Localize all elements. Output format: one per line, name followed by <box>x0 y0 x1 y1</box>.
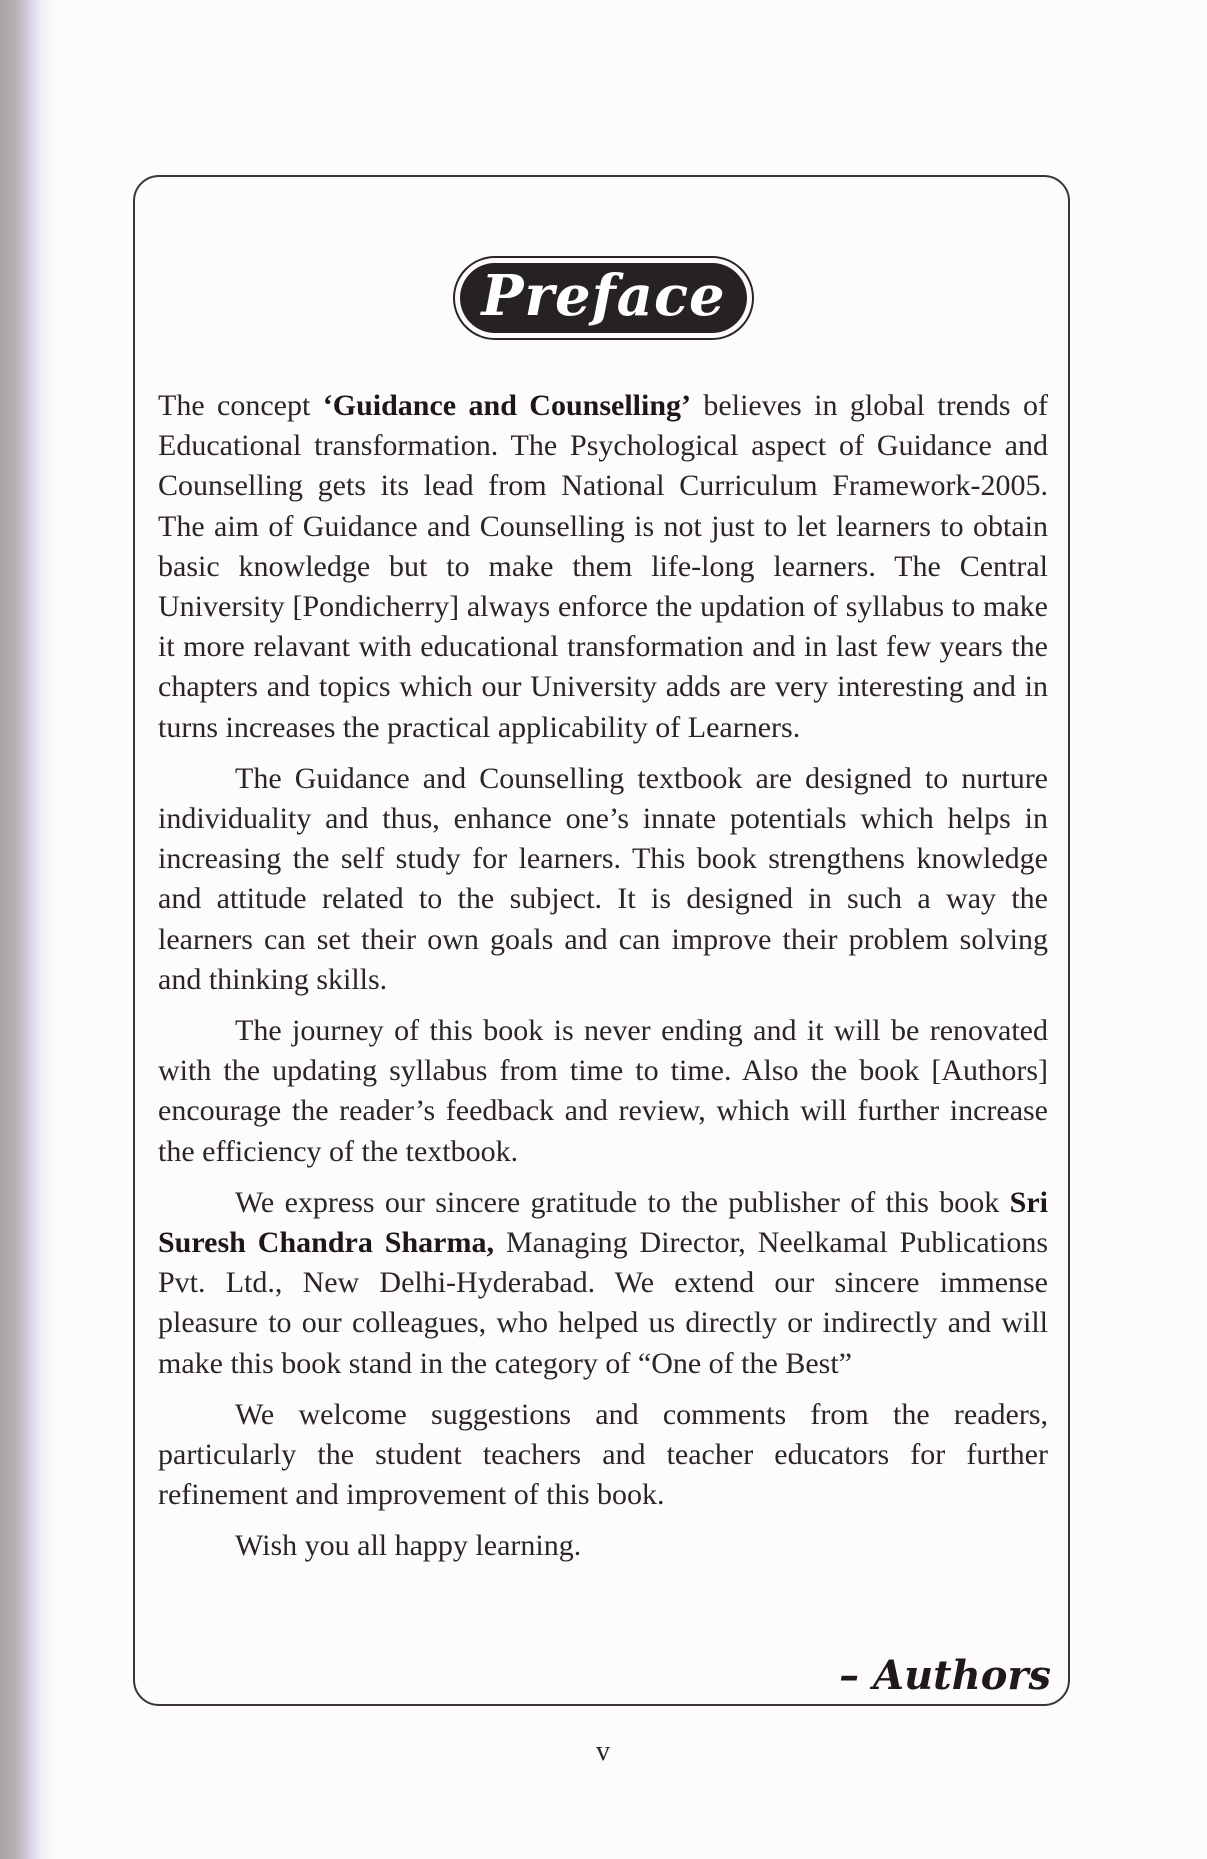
paragraph-4-publisher-name: Sri Suresh Chandra Sharma, <box>158 1185 1048 1260</box>
paragraph-4-text-cont: Managing Director, Neelkamal Publications Pvt. Ltd., New Delhi-Hyderabad. We extend our sincere immense pleasure to our colleagues, who helped us directly or indirectly and will make this book stand in the category of “One of the Best” <box>158 1226 1048 1380</box>
paragraph-1-text-cont: believes in global trends of Educational transformation. The Psychological aspect of Guidance and Counselling gets its lead from National Curriculum Framework-2005. The aim of Guidance and Counselling is not just to let learners to obtain basic knowledge but to make them life-long learners. The Central University [Pondicherry] always enforce the updation of syllabus to make it more relavant with educational transformation and in last few years the chapters and topics which our University adds are very interesting and in turns increases the practical applicability of Learners. <box>158 389 1049 744</box>
paragraph-2 <box>158 759 1048 1000</box>
paragraph-1 <box>158 386 1048 748</box>
paragraph-5 <box>158 1395 1048 1516</box>
paragraph-1-bold-term: ‘Guidance and Counselling’ <box>322 389 692 422</box>
page-number: v <box>596 1736 610 1767</box>
paragraph-1-text: The concept <box>158 389 323 422</box>
paragraph-2-text: The Guidance and Counselling textbook are designed to nurture individuality and thus, enhance one’s innate potentials which helps in increasing the self study for learners. This book strengthens knowledge and attitude related to the subject. It is designed in such a way the learners can set their own goals and can improve their problem solving and thinking skills. <box>158 761 1048 996</box>
closing-line <box>158 1526 1048 1566</box>
paragraph-3-text: The journey of this book is never ending and it will be renovated with the updating syllabus from time to time. Also the book [Authors] encourage the reader’s feedback and review, which will further increase the efficiency of the textbook. <box>158 1014 1048 1168</box>
preface-body <box>158 386 1048 1578</box>
book-binding-edge <box>0 0 56 1859</box>
page-title: Preface <box>481 263 726 329</box>
authors-signature: – Authors <box>839 1652 1051 1699</box>
paragraph-5-text: We welcome suggestions and comments from the readers, particularly the student teachers and teacher educators for further refinement and improvement of this book. <box>158 1397 1048 1512</box>
preface-title-badge-fill <box>460 263 747 333</box>
preface-title-badge <box>453 256 754 340</box>
paragraph-4-text: We express our sincere gratitude to the publisher of this book <box>235 1185 1010 1219</box>
paragraph-3 <box>158 1011 1048 1172</box>
closing-line-text: Wish you all happy learning. <box>235 1529 582 1563</box>
paragraph-4 <box>158 1183 1048 1384</box>
